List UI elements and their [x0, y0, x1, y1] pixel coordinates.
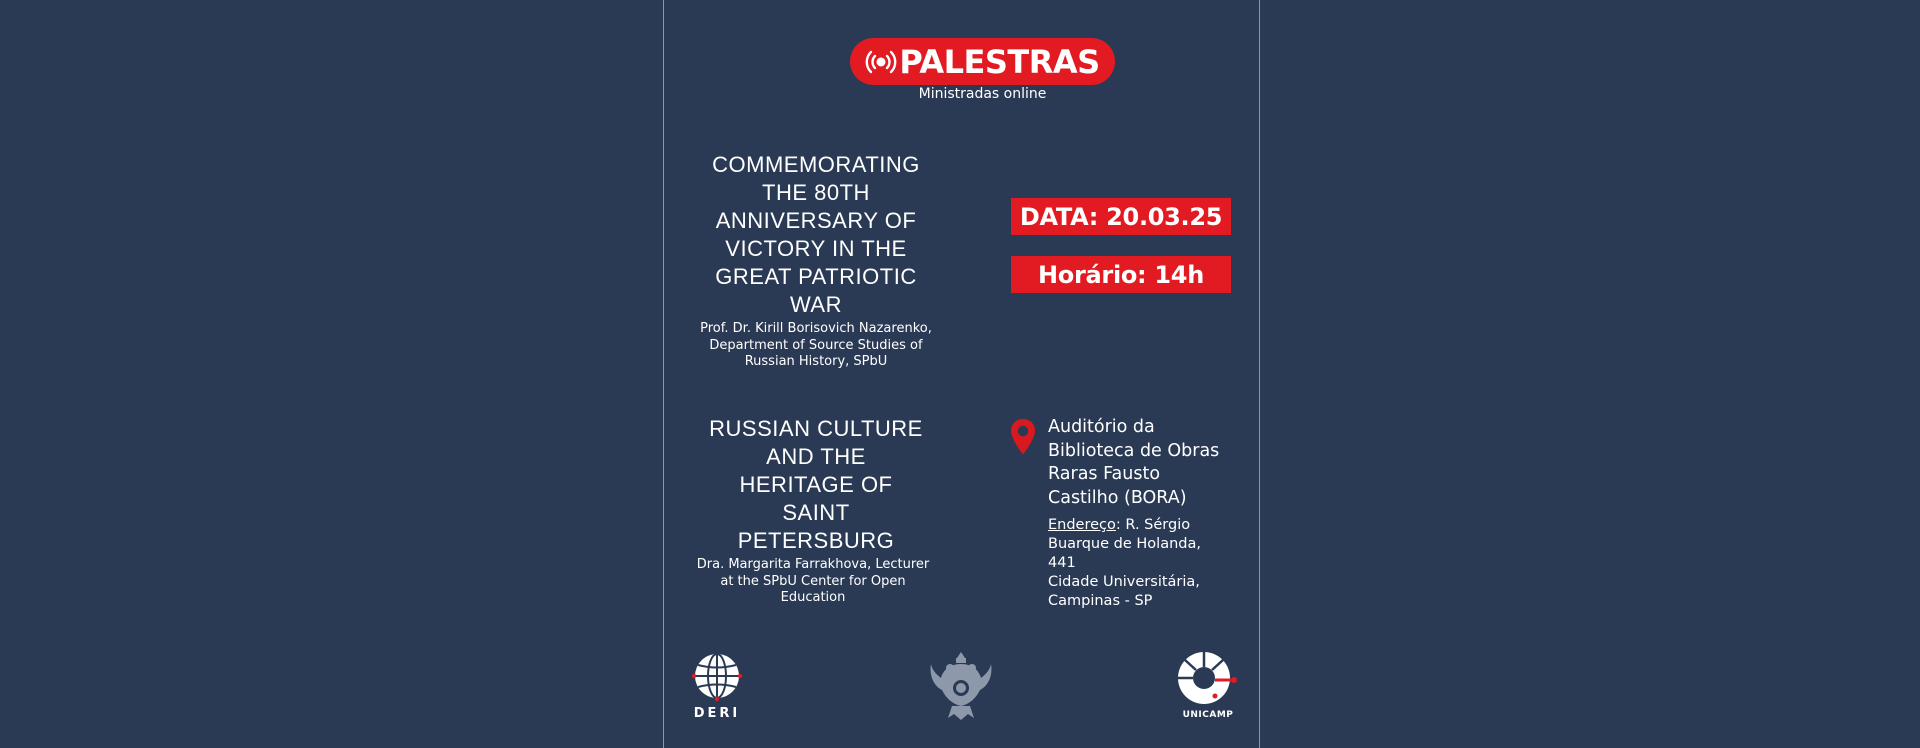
- venue-address: [1048, 516, 1248, 611]
- address-label: Endereço: [1048, 517, 1116, 533]
- talk-2-title: [686, 415, 946, 555]
- talk-1-title: [686, 151, 946, 319]
- talk-1-speaker-line: Russian History, SPbU: [744, 354, 888, 369]
- palestras-badge: [850, 38, 1115, 85]
- unicamp-logo: [1176, 650, 1238, 706]
- talk-1-title-line: VICTORY IN THE: [725, 236, 907, 261]
- deri-globe-logo: [687, 652, 747, 708]
- talk-2-title-line: RUSSIAN CULTURE: [709, 416, 923, 441]
- venue-name: [1048, 416, 1248, 510]
- talk-2-speaker-line: at the SPbU Center for Open: [720, 573, 906, 589]
- date-box: DATA: 20.03.25: [1011, 198, 1231, 235]
- address-line: Campinas - SP: [1048, 593, 1153, 609]
- talk-2-title-line: AND THE: [766, 444, 866, 469]
- talk-2-speaker-line: Education: [780, 590, 846, 605]
- time-box: Horário: 14h: [1011, 256, 1231, 293]
- talk-1-speaker: [681, 321, 951, 371]
- map-pin-icon: [1009, 418, 1037, 456]
- address-line: : R. Sérgio: [1115, 517, 1191, 533]
- talk-2-title-line: HERITAGE OF: [739, 472, 893, 497]
- venue-line: Biblioteca de Obras: [1048, 440, 1220, 461]
- talk-2-speaker-line: Dra. Margarita Farrakhova, Lecturer: [696, 557, 930, 572]
- broadcast-icon: [865, 46, 897, 78]
- talk-2-title-line: SAINT: [782, 500, 850, 525]
- talk-2-speaker: [678, 557, 948, 607]
- talk-1-speaker-line: Prof. Dr. Kirill Borisovich Nazarenko,: [700, 321, 932, 336]
- badge-title: PALESTRAS: [899, 42, 1100, 81]
- address-line: 441: [1048, 555, 1076, 571]
- talk-1-title-line: WAR: [789, 292, 842, 317]
- poster-frame: [663, 0, 1260, 748]
- address-line: Buarque de Holanda,: [1048, 536, 1201, 552]
- venue-line: Castilho (BORA): [1048, 487, 1187, 508]
- deri-logo-text: DERI: [693, 706, 741, 721]
- double-headed-eagle-emblem: [928, 648, 994, 722]
- talk-1-title-line: ANNIVERSARY OF: [715, 208, 917, 233]
- header-subtitle: Ministradas online: [918, 86, 1047, 102]
- venue-line: Raras Fausto: [1048, 464, 1161, 484]
- talk-1-title-line: GREAT PATRIOTIC: [715, 264, 917, 289]
- talk-1-title-line: COMMEMORATING: [712, 152, 920, 177]
- talk-1-title-line: THE 80TH: [762, 180, 870, 205]
- address-line: Cidade Universitária,: [1048, 574, 1200, 590]
- talk-1-speaker-line: Department of Source Studies of: [709, 337, 923, 353]
- talk-2-title-line: PETERSBURG: [737, 528, 895, 553]
- venue-line: Auditório da: [1048, 417, 1155, 437]
- unicamp-logo-text: UNICAMP: [1182, 710, 1234, 720]
